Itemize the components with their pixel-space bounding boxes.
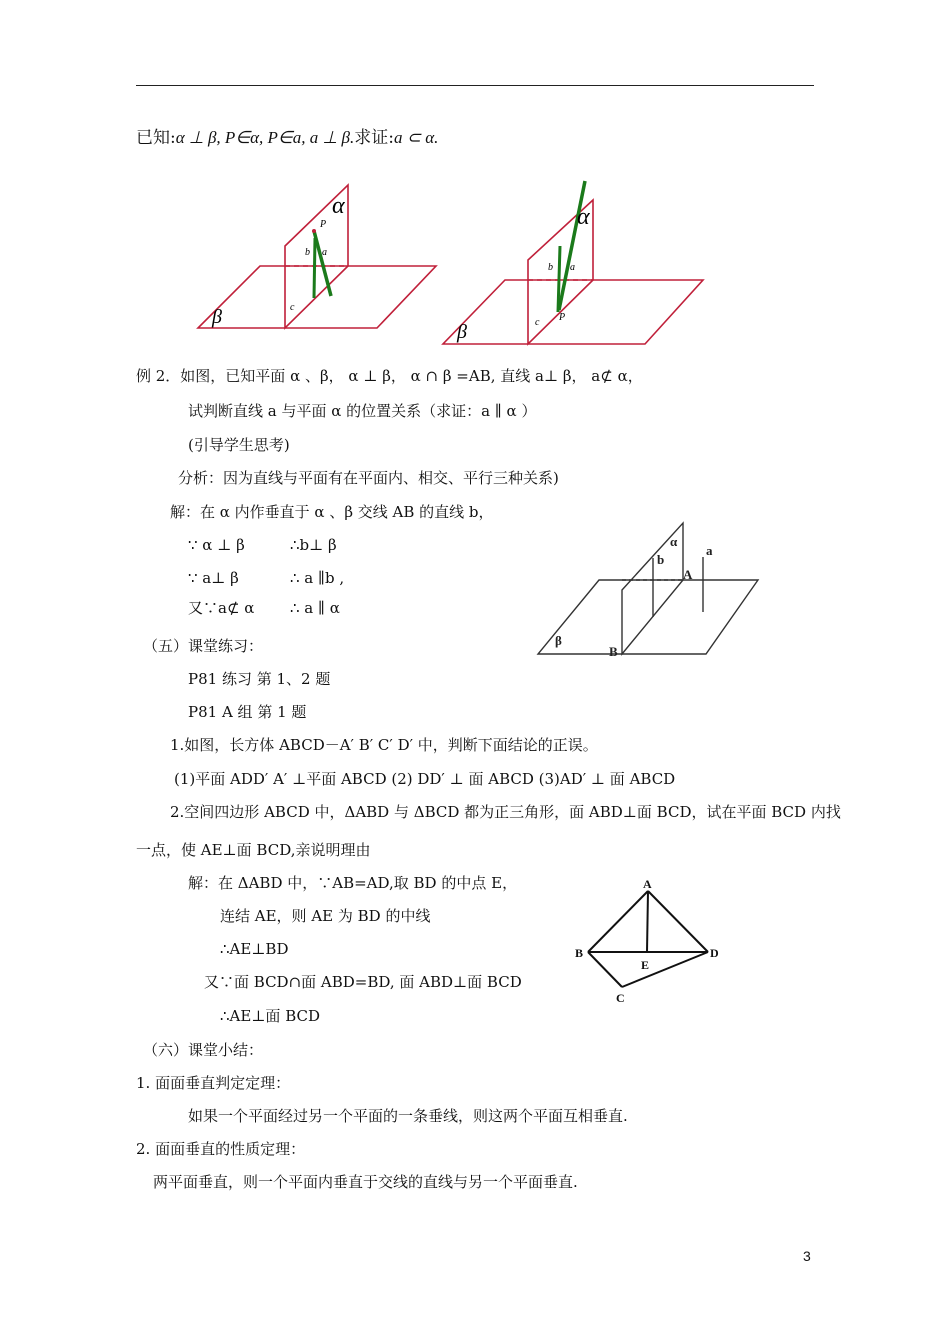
summary-1-title: 1. 面面垂直判定定理： — [136, 1074, 291, 1092]
label-C: C — [616, 991, 625, 1005]
label-alpha: α — [670, 534, 678, 549]
label-c: c — [290, 302, 295, 313]
proof-step-2b: ∴ a ∥b , — [290, 569, 345, 587]
page-number: 3 — [803, 1248, 811, 1264]
example2-line1: 例 2．如图，已知平面 α 、β， α ⊥ β， α ∩ β =AB, 直线 a⊥ β， a⊄ α， — [136, 367, 643, 385]
proof-step-1b: ∴b⊥ β — [290, 536, 337, 554]
question-2-cont: 一点，使 AE⊥面 BCD,亲说明理由 — [136, 841, 371, 859]
solution-line-3: ∴AE⊥BD — [220, 940, 289, 958]
label-D: D — [710, 946, 719, 960]
label-p: P — [559, 312, 566, 323]
label-p: P — [320, 219, 327, 230]
example2-analysis: 分析：因为直线与平面有在平面内、相交、平行三种关系) — [178, 469, 559, 487]
label-b: b — [305, 247, 310, 258]
edge-AB — [588, 891, 648, 952]
figure-tetrahedron — [570, 875, 725, 1010]
given-formula: α ⊥ β, P∈α, P∈a, a ⊥ β. — [175, 128, 355, 147]
example2-solution: 解：在 α 内作垂直于 α 、β 交线 AB 的直线 b， — [170, 503, 494, 521]
section-five-heading: （五）课堂练习： — [143, 637, 264, 655]
solution-line-4: 又∵面 BCD∩面 ABD=BD, 面 ABD⊥面 BCD — [204, 973, 522, 991]
question-1: 1.如图，长方体 ABCD－A′ B′ C′ D′ 中，判断下面结论的正误。 — [170, 736, 598, 754]
label-alpha: α — [577, 204, 590, 230]
example2-line2: 试判断直线 a 与平面 α 的位置关系（求证：a ∥ α ） — [188, 402, 537, 420]
question-1-options: (1)平面 ADD′ A′ ⊥平面 ABCD (2) DD′ ⊥ 面 ABCD (3)AD′ ⊥ 面 ABCD — [174, 770, 676, 788]
label-B: B — [575, 946, 584, 960]
question-2: 2.空间四边形 ABCD 中，ΔABD 与 ΔBCD 都为正三角形，面 ABD⊥面 BCD，试在平面 BCD 内找 — [170, 803, 841, 821]
proof-step-1a: ∵ α ⊥ β — [188, 536, 245, 554]
example2-line3: (引导学生思考) — [188, 436, 290, 454]
edge-AE — [647, 891, 648, 952]
line-b — [314, 238, 315, 298]
plane-beta — [538, 580, 758, 654]
edge-CD — [622, 952, 708, 987]
given-suffix: 求证: — [354, 128, 395, 148]
line-a — [314, 231, 331, 296]
proof-step-3b: ∴ a ∥ α — [290, 599, 340, 617]
solution-line-1: 解：在 ΔABD 中，∵AB=AD,取 BD 的中点 E， — [188, 874, 518, 892]
label-E: E — [641, 958, 650, 972]
figure-planes-1 — [190, 180, 445, 340]
summary-2-title: 2. 面面垂直的性质定理： — [136, 1140, 306, 1158]
label-beta: β — [555, 633, 562, 648]
point-p — [312, 229, 316, 233]
given-prefix: 已知: — [136, 128, 176, 148]
label-a: a — [322, 247, 327, 258]
given-statement — [136, 128, 438, 148]
given-goal: a ⊂ α. — [394, 128, 439, 147]
figure-planes-2 — [435, 178, 710, 348]
label-b: b — [657, 552, 665, 567]
label-a: a — [706, 543, 713, 558]
proof-step-3a: 又∵a⊄ α — [188, 599, 255, 617]
solution-line-5: ∴AE⊥面 BCD — [220, 1007, 321, 1025]
label-beta: β — [212, 306, 222, 328]
label-alpha: α — [332, 193, 345, 219]
label-beta: β — [457, 321, 467, 343]
practice-item-1: P81 练习 第 1、2 题 — [188, 670, 331, 688]
summary-1-body: 如果一个平面经过另一个平面的一条垂线，则这两个平面互相垂直. — [188, 1107, 628, 1125]
label-A: A — [683, 567, 693, 582]
label-A: A — [643, 877, 652, 891]
section-six-heading: （六）课堂小结： — [143, 1041, 264, 1059]
line-b — [558, 246, 560, 312]
label-c: c — [535, 317, 540, 328]
label-b: b — [548, 262, 553, 273]
plane-beta — [443, 280, 703, 344]
edge-AD — [648, 891, 708, 952]
solution-line-2: 连结 AE，则 AE 为 BD 的中线 — [220, 907, 431, 925]
edge-BC — [588, 952, 622, 987]
summary-2-body: 两平面垂直，则一个平面内垂直于交线的直线与另一个平面垂直. — [153, 1173, 578, 1191]
proof-step-2a: ∵ a⊥ β — [188, 569, 239, 587]
label-a: a — [570, 262, 575, 273]
practice-item-2: P81 A 组 第 1 题 — [188, 703, 307, 721]
label-B: B — [609, 644, 618, 659]
figure-planes-3 — [535, 520, 760, 660]
header-rule — [136, 85, 814, 86]
